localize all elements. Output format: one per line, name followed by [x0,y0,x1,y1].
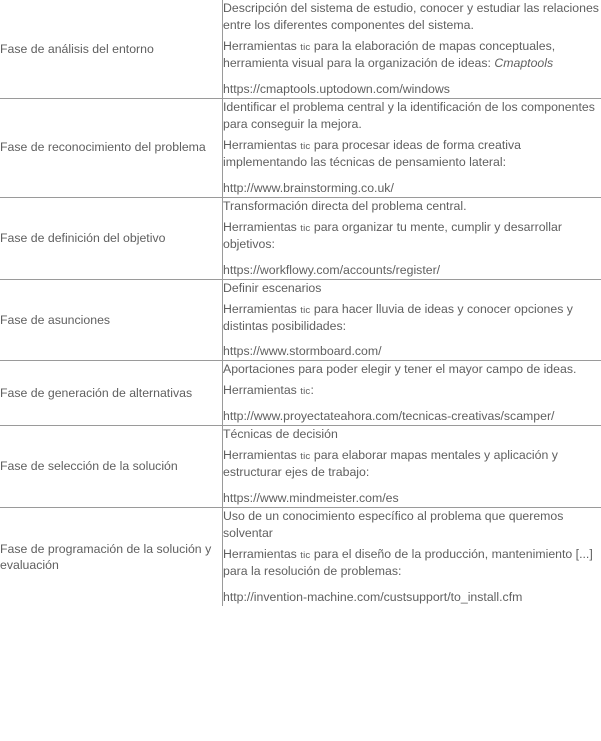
tic-acronym: tic [300,304,311,316]
phase-name-cell: Fase de asunciones [0,279,223,361]
tic-acronym: tic [300,451,311,463]
description-text: Herramientas [223,547,301,562]
phase-description [223,447,601,481]
description-text: para procesar ideas de forma creativa implementando las técnicas de pensamiento lateral: [223,137,521,169]
table-row [0,98,601,197]
table-row [0,508,601,606]
description-text: Herramientas [223,137,301,152]
phase-description [223,546,601,580]
tic-acronym: tic [300,41,311,53]
phase-name-cell: Fase de reconocimiento del problema [0,98,223,197]
tool-name: Cmaptools [494,55,554,70]
phase-description: Aportaciones para poder elegir y tener el mayor campo de ideas. [223,362,577,377]
table-row [0,279,601,361]
description-text: para elaborar mapas mentales y aplicación y estructurar ejes de trabajo: [223,448,558,480]
tic-acronym: tic [300,140,311,152]
phase-description [223,219,601,253]
description-text: Herramientas [223,219,301,234]
phase-description [223,382,601,399]
description-text: Herramientas [223,448,301,463]
phase-description: Descripción del sistema de estudio, conocer y estudiar las relaciones entre los diferentes componentes del sistema. [223,1,599,32]
phase-description: Técnicas de decisión [223,427,338,442]
description-text: : [310,383,314,398]
table-row [0,426,601,508]
description-text: para el diseño de la producción, mantenimiento [...] para la resolución de problemas: [223,547,593,579]
resource-link[interactable]: https://www.stormboard.com/ [223,344,382,359]
phase-name-cell: Fase de definición del objetivo [0,197,223,279]
phase-detail-cell [223,98,601,197]
description-text: para organizar tu mente, cumplir y desarrollar objetivos: [223,219,562,251]
phase-description [223,137,601,171]
phase-detail-cell [223,426,601,508]
phase-description [223,301,601,335]
phase-detail-cell [223,0,601,98]
table-row [0,0,601,98]
phase-description: Transformación directa del problema central. [223,198,467,213]
resource-link[interactable]: https://cmaptools.uptodown.com/windows [223,81,450,96]
phase-name-cell: Fase de programación de la solución y evaluación [0,508,223,606]
tic-acronym: tic [300,222,311,234]
phase-detail-cell [223,279,601,361]
resource-link[interactable]: http://www.brainstorming.co.uk/ [223,180,394,195]
tic-acronym: tic [300,550,311,562]
tic-acronym: tic [300,386,311,398]
phase-detail-cell [223,197,601,279]
phase-name-cell: Fase de análisis del entorno [0,0,223,98]
description-text: para hacer lluvia de ideas y conocer opciones y distintas posibilidades: [223,301,573,333]
resource-link[interactable]: http://invention-machine.com/custsupport/to_install.cfm [223,590,523,605]
phase-name-cell: Fase de selección de la solución [0,426,223,508]
resource-link[interactable]: https://workflowy.com/accounts/register/ [223,262,441,277]
phase-description: Identificar el problema central y la identificación de los componentes para conseguir la mejora. [223,99,595,131]
description-text: para la elaboración de mapas conceptuales, herramienta visual para la organización de ideas: [223,38,556,70]
phase-description: Uso de un conocimiento específico al problema que queremos solventar [223,509,564,541]
table-row [0,361,601,426]
phase-detail-cell [223,508,601,606]
resource-link[interactable]: http://www.proyectateahora.com/tecnicas-creativas/scamper/ [223,409,555,424]
phase-description: Definir escenarios [223,280,322,295]
phase-name-cell: Fase de generación de alternativas [0,361,223,426]
resource-link[interactable]: https://www.mindmeister.com/es [223,491,399,506]
phase-description [223,38,601,72]
table-row [0,197,601,279]
description-text: Herramientas [223,383,301,398]
phase-detail-cell [223,361,601,426]
description-text: Herramientas [223,301,301,316]
description-text: Herramientas [223,38,301,53]
